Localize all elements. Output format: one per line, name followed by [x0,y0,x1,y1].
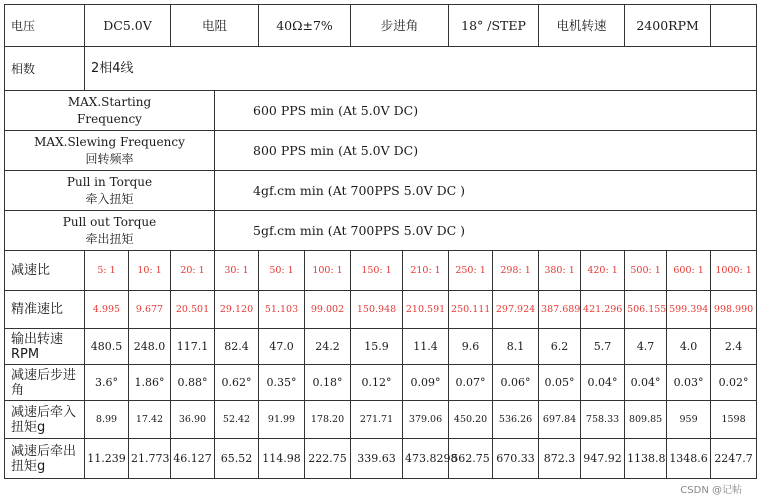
watermark: CSDN @记帖 [678,481,744,496]
gear-value-cell: 0.07° [449,365,493,401]
gear-value-cell: 20: 1 [171,251,215,291]
gear-value-cell: 0.05° [539,365,581,401]
spec-value: 600 PPS min (At 5.0V DC) [215,91,757,131]
gear-value-cell: 15.9 [351,329,403,365]
gear-value-cell: 178.20 [305,401,351,439]
gear-value-cell: 562.75 [449,439,493,479]
gear-value-cell: 0.06° [493,365,539,401]
phase-label: 相数 [5,47,85,91]
gear-value-cell: 0.12° [351,365,403,401]
gear-value-cell: 91.99 [259,401,305,439]
gear-value-cell: 11.4 [403,329,449,365]
spec-label-line1: MAX.Starting [67,94,152,109]
gear-value-cell: 210: 1 [403,251,449,291]
gear-value-cell: 10: 1 [129,251,171,291]
gear-value-cell: 420: 1 [581,251,625,291]
spec-sheet [4,4,754,479]
gear-value-cell: 47.0 [259,329,305,365]
spec-label [5,131,215,171]
gear-value-cell: 117.1 [171,329,215,365]
gear-value-cell: 9.6 [449,329,493,365]
gear-value-cell: 0.35° [259,365,305,401]
gear-value-cell: 30: 1 [215,251,259,291]
gear-value-cell: 500: 1 [625,251,667,291]
gear-value-cell: 480.5 [85,329,129,365]
gear-value-cell: 3.6° [85,365,129,401]
spec-label [5,171,215,211]
voltage-label: 电压 [5,5,85,47]
spec-label [5,211,215,251]
gear-value-cell: 8.1 [493,329,539,365]
gear-row-label: 输出转速RPM [5,329,85,365]
phase-value: 2相4线 [85,47,757,91]
step-angle-label: 步进角 [351,5,449,47]
spec-row [5,171,757,211]
gear-ratio-table-body [5,251,757,479]
gear-value-cell: 1138.8 [625,439,667,479]
gear-value-cell: 1598 [711,401,757,439]
gear-value-cell: 599.394 [667,291,711,329]
gear-value-cell: 4.995 [85,291,129,329]
gear-row [5,365,757,401]
gear-value-cell: 5: 1 [85,251,129,291]
gear-row [5,251,757,291]
gear-value-cell: 5.7 [581,329,625,365]
gear-value-cell: 450.20 [449,401,493,439]
gear-value-cell: 0.09° [403,365,449,401]
voltage-value: DC5.0V [85,5,171,47]
phase-row [5,47,757,91]
spec-label-line2: Frequency [77,111,142,126]
spec-value: 800 PPS min (At 5.0V DC) [215,131,757,171]
gear-value-cell: 29.120 [215,291,259,329]
gear-value-cell: 51.103 [259,291,305,329]
resistance-label: 电阻 [171,5,259,47]
header-row [5,5,757,47]
spec-label-line2: 牵入扭矩 [85,191,134,206]
gear-value-cell: 473.8298 [403,439,449,479]
header-blank-cell [711,5,757,47]
gear-value-cell: 959 [667,401,711,439]
spec-label-line2: 回转频率 [85,151,134,166]
gear-value-cell: 250: 1 [449,251,493,291]
gear-value-cell: 65.52 [215,439,259,479]
gear-value-cell: 17.42 [129,401,171,439]
gear-row [5,329,757,365]
spec-label [5,91,215,131]
gear-row-label: 减速后步进角 [5,365,85,401]
spec-label-line1: Pull out Torque [62,214,157,229]
gear-value-cell: 100: 1 [305,251,351,291]
gear-row [5,291,757,329]
gear-value-cell: 150: 1 [351,251,403,291]
gear-value-cell: 210.591 [403,291,449,329]
gear-value-cell: 379.06 [403,401,449,439]
gear-value-cell: 52.42 [215,401,259,439]
spec-value: 5gf.cm min (At 700PPS 5.0V DC ) [215,211,757,251]
gear-value-cell: 298: 1 [493,251,539,291]
gear-value-cell: 248.0 [129,329,171,365]
gear-value-cell: 0.04° [581,365,625,401]
gear-value-cell: 998.990 [711,291,757,329]
gear-value-cell: 4.7 [625,329,667,365]
spec-label-line1: Pull in Torque [66,174,153,189]
gear-value-cell: 99.002 [305,291,351,329]
gear-value-cell: 1000: 1 [711,251,757,291]
gear-value-cell: 697.84 [539,401,581,439]
gear-row-label: 减速后牵入扭矩g [5,401,85,439]
gear-value-cell: 506.155 [625,291,667,329]
gear-value-cell: 150.948 [351,291,403,329]
gear-value-cell: 0.18° [305,365,351,401]
gear-value-cell: 1.86° [129,365,171,401]
gear-value-cell: 387.689 [539,291,581,329]
speed-label: 电机转速 [539,5,625,47]
gear-value-cell: 82.4 [215,329,259,365]
gear-value-cell: 600: 1 [667,251,711,291]
gear-value-cell: 222.75 [305,439,351,479]
gear-value-cell: 297.924 [493,291,539,329]
spec-row [5,131,757,171]
gear-value-cell: 1348.6 [667,439,711,479]
spec-value: 4gf.cm min (At 700PPS 5.0V DC ) [215,171,757,211]
gear-value-cell: 758.33 [581,401,625,439]
gear-value-cell: 339.63 [351,439,403,479]
gear-value-cell: 6.2 [539,329,581,365]
gear-value-cell: 50: 1 [259,251,305,291]
gear-value-cell: 271.71 [351,401,403,439]
gear-value-cell: 2.4 [711,329,757,365]
step-angle-value: 18° /STEP [449,5,539,47]
spec-row [5,91,757,131]
gear-value-cell: 536.26 [493,401,539,439]
spec-label-line2: 牵出扭矩 [85,231,134,246]
gear-value-cell: 8.99 [85,401,129,439]
spec-label-line1: MAX.Slewing Frequency [34,134,185,149]
motor-spec-table [4,4,757,479]
gear-value-cell: 0.04° [625,365,667,401]
gear-value-cell: 2247.7 [711,439,757,479]
gear-row-label: 减速后牵出扭矩g [5,439,85,479]
gear-value-cell: 9.677 [129,291,171,329]
gear-value-cell: 4.0 [667,329,711,365]
gear-row [5,439,757,479]
gear-value-cell: 36.90 [171,401,215,439]
gear-row-label: 精准速比 [5,291,85,329]
gear-value-cell: 0.03° [667,365,711,401]
gear-value-cell: 809.85 [625,401,667,439]
gear-row-label: 减速比 [5,251,85,291]
gear-value-cell: 0.88° [171,365,215,401]
gear-value-cell: 11.239 [85,439,129,479]
gear-value-cell: 0.02° [711,365,757,401]
gear-value-cell: 872.3 [539,439,581,479]
gear-row [5,401,757,439]
gear-value-cell: 114.98 [259,439,305,479]
gear-value-cell: 24.2 [305,329,351,365]
gear-value-cell: 421.296 [581,291,625,329]
spec-row [5,211,757,251]
gear-value-cell: 250.111 [449,291,493,329]
gear-value-cell: 380: 1 [539,251,581,291]
gear-value-cell: 21.773 [129,439,171,479]
gear-value-cell: 0.62° [215,365,259,401]
gear-value-cell: 46.127 [171,439,215,479]
resistance-value: 40Ω±7% [259,5,351,47]
gear-value-cell: 947.92 [581,439,625,479]
gear-value-cell: 20.501 [171,291,215,329]
speed-value: 2400RPM [625,5,711,47]
gear-value-cell: 670.33 [493,439,539,479]
